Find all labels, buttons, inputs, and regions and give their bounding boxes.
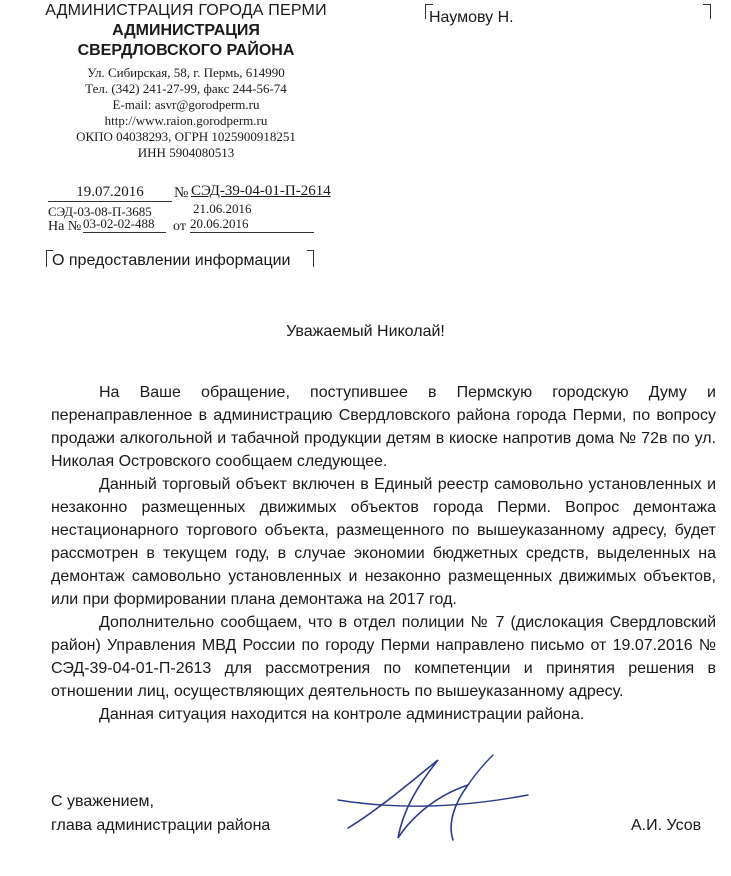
reference-number-label: На №	[48, 219, 82, 234]
org-inn: ИНН 5904080513	[137, 145, 235, 160]
org-website: http://www.raion.gorodperm.ru	[104, 113, 268, 128]
outgoing-number-label: №	[174, 185, 189, 201]
subject-bracket-right	[307, 250, 314, 267]
body-paragraph: Данный торговый объект включен в Единый реестр самовольно установленных и незаконно размещенных движимых объектов города Перми. Вопрос демонтажа нестационарного торгового объекта, размещенного по вышеуказанному адресу, будет рассмотрен в текущем году, в случае экономии бюджетных средств, выделенных на демонтаж самовольно установленных и незаконно размещенных движимых объектов, или при формировании плана демонтажа на 2017 год.	[51, 476, 716, 608]
closing-regards: С уважением,	[51, 793, 154, 810]
reference-number: 03-02-02-488	[83, 216, 166, 233]
outgoing-number: СЭД-39-04-01-П-2614	[191, 183, 331, 199]
addressee: Наумову Н.	[429, 9, 514, 26]
body-paragraph: На Ваше обращение, поступившее в Пермскую городскую Думу и перенаправленное в администрацию Свердловского района города Перми, по вопросу продажи алкогольной и табачной продукции детям в киоске напротив дома № 72в по ул. Николая Островского сообщаем следующее.	[51, 384, 716, 470]
reference-date-label: от	[173, 219, 186, 234]
closing-position: глава администрации района	[51, 817, 271, 834]
org-address: Ул. Сибирская, 58, г. Пермь, 614990	[87, 65, 285, 80]
signer-name: А.И. Усов	[631, 817, 702, 834]
org-email: E-mail: asvr@gorodperm.ru	[112, 97, 260, 112]
addressee-bracket-right	[703, 4, 711, 19]
org-name-admin: АДМИНИСТРАЦИЯ	[112, 22, 260, 39]
letter-body	[51, 381, 716, 726]
reference-date: 20.06.2016	[190, 216, 314, 233]
org-okpo-ogrn: ОКПО 04038293, ОГРН 1025900918251	[76, 129, 296, 144]
handwritten-signature	[318, 740, 548, 850]
letter-subject: О предоставлении информации	[52, 252, 291, 269]
outgoing-date: 19.07.2016	[48, 184, 172, 202]
incoming-date: 21.06.2016	[193, 201, 252, 216]
body-paragraph: Дополнительно сообщаем, что в отдел полиции № 7 (дислокация Свердловский район) Управления МВД России по городу Перми направлено письмо от 19.07.2016 № СЭД-39-04-01-П-2613 для рассмотрения по компетенции и принятия решения в отношении лиц, осуществляющих деятельность по вышеуказанному адресу.	[51, 614, 716, 700]
greeting: Уважаемый Николай!	[286, 323, 445, 340]
org-phone: Тел. (342) 241-27-99, факс 244-56-74	[85, 81, 287, 96]
org-name-city: АДМИНИСТРАЦИЯ ГОРОДА ПЕРМИ	[45, 2, 327, 19]
org-name-district: СВЕРДЛОВСКОГО РАЙОНА	[77, 42, 295, 59]
incoming-number: СЭД-03-08-П-3685	[48, 204, 152, 219]
body-paragraph: Данная ситуация находится на контроле администрации района.	[99, 706, 585, 723]
